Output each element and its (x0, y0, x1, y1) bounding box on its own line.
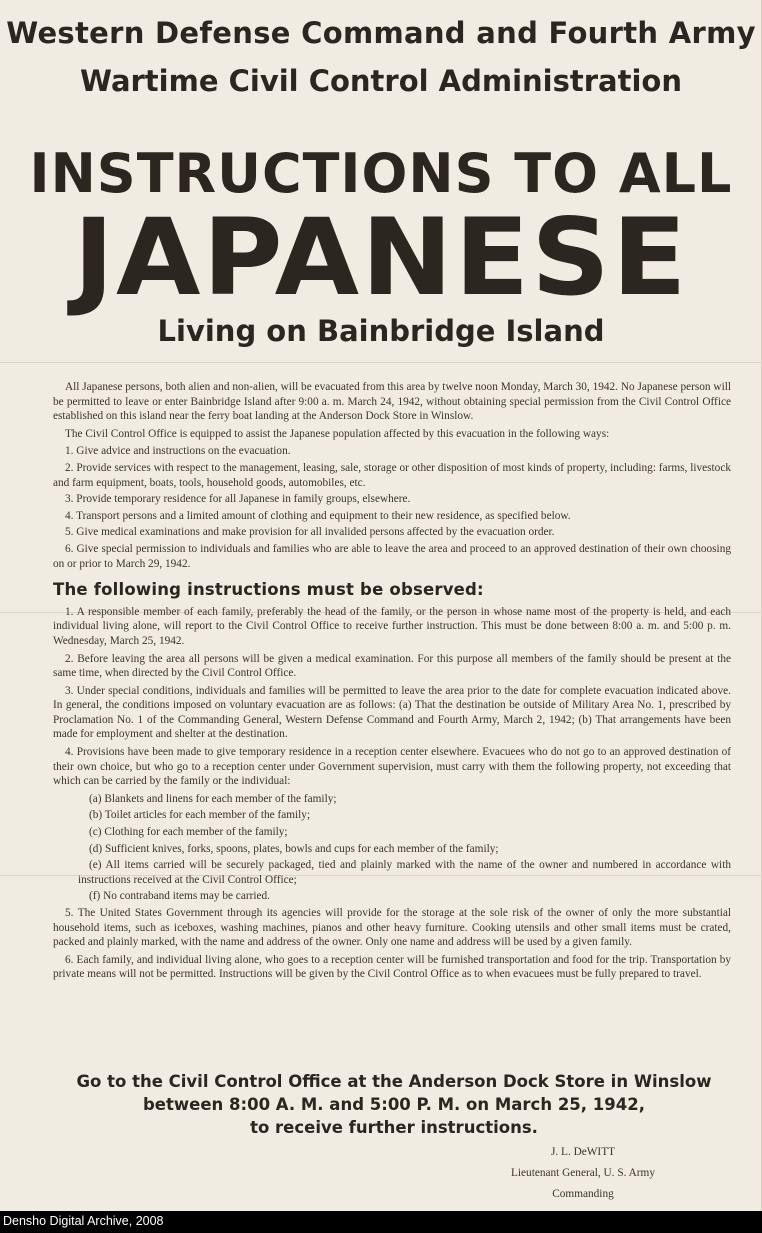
title-japanese: JAPANESE (73, 196, 689, 319)
footer-directions (0, 1070, 762, 1139)
title-line-1: INSTRUCTIONS TO ALL (29, 142, 733, 205)
footer-line-3: to receive further instructions. (250, 1118, 538, 1137)
title-subtitle: Living on Bainbridge Island (157, 314, 605, 348)
service-item: 2. Provide services with respect to the management, leasing, sale, storage or other disposition of most kinds of property, including: farms, livestock and farm equipment, boats, tools, household goods, automobiles, etc. (53, 461, 731, 489)
footer-line-1: Go to the Civil Control Office at the Anderson Dock Store in Winslow (76, 1072, 712, 1091)
instruction-item: 3. Under special conditions, individuals and families will be permitted to leave the area prior to the date for complete evacuation indicated above. In general, the conditions imposed on voluntary evacuation are as follows: (a) That the destination be outside of Military Area No. 1, prescribed by Proclamation No. 1 of the Commanding General, Western Defense Command and Fourth Army, March 2, 1942; (b) That arrangements have been made for employment and shelter at the destination. (53, 684, 731, 741)
instructions-heading: The following instructions must be observed: (53, 580, 484, 600)
property-item: (f) No contraband items may be carried. (89, 890, 270, 903)
signature-rank: Lieutenant General, U. S. Army (511, 1167, 655, 1179)
property-item: (c) Clothing for each member of the family; (89, 826, 288, 839)
signature-role: Commanding (552, 1188, 614, 1200)
instruction-item: 6. Each family, and individual living alone, who goes to a reception center will be furnished transportation and food for the trip. Transportation by private means will not be permitted. Instructions will be given by the Civil Control Office as to when evacuees must be fully prepared to travel. (53, 953, 731, 981)
instruction-item: 4. Provisions have been made to give temporary residence in a reception center elsewhere. Evacuees who do not go to an approved destination of their own choice, but who go to a reception center under Government supervision, must carry with them the following property, not exceeding that which can be carried by the family or the individual: (53, 746, 731, 788)
property-item: (d) Sufficient knives, forks, spoons, plates, bowls and cups for each member of the family; (89, 842, 499, 855)
archive-caption: Densho Digital Archive, 2008 (3, 1214, 164, 1228)
service-item: 3. Provide temporary residence for all Japanese in family groups, elsewhere. (65, 493, 411, 506)
archive-caption-bar (0, 1211, 762, 1233)
header-line-1: Western Defense Command and Fourth Army (6, 16, 756, 50)
signature-name: J. L. DeWITT (551, 1146, 615, 1158)
fold-line (0, 362, 762, 363)
instruction-item: 1. A responsible member of each family, preferably the head of the family, or the person in whose name most of the property is held, and each individual living alone, will report to the Civil Control Office to receive further instruction. This must be done between 8:00 a. m. and 5:00 p. m. Wednesday, March 25, 1942. (53, 605, 731, 647)
service-item: 5. Give medical examinations and make provision for all invalided persons affected by the evacuation order. (65, 526, 555, 539)
intro-paragraph: The Civil Control Office is equipped to assist the Japanese population affected by this evacuation in the following ways: (65, 427, 610, 440)
property-item: (b) Toilet articles for each member of the family; (89, 809, 311, 822)
signature-block (478, 1142, 688, 1205)
property-item: (e) All items carried will be securely packaged, tied and plainly marked with the name of the owner and numbered in accordance with instructions received at the Civil Control Office; (78, 859, 731, 886)
instruction-item: 5. The United States Government through its agencies will provide for the storage at the sole risk of the owner of only the more substantial household items, such as iceboxes, washing machines, pianos and other heavy furniture. Cooking utensils and other small items must be crated, packed and plainly marked, with the name and address of the owner. Only one name and address will be used by a given family. (53, 907, 731, 949)
footer-line-2: between 8:00 A. M. and 5:00 P. M. on March 25, 1942, (143, 1095, 645, 1114)
intro-paragraph: All Japanese persons, both alien and non-alien, will be evacuated from this area by twelve noon Monday, March 30, 1942. No Japanese person will be permitted to leave or enter Bainbridge Island after 9:00 a. m. March 24, 1942, without obtaining special permission from the Civil Control Office established on this island near the ferry boat landing at the Anderson Dock Store in Winslow. (53, 381, 731, 423)
instruction-item: 2. Before leaving the area all persons will be given a medical examination. For this purpose all members of the family should be present at the same time, when directed by the Civil Control Office. (53, 652, 731, 680)
notice-body (53, 380, 731, 985)
service-item: 6. Give special permission to individuals and families who are able to leave the area and proceed to an approved destination of their own choosing on or prior to March 29, 1942. (53, 542, 731, 570)
header-line-2: Wartime Civil Control Administration (79, 64, 682, 98)
service-item: 1. Give advice and instructions on the evacuation. (65, 445, 291, 458)
property-item: (a) Blankets and linens for each member of the family; (89, 792, 337, 805)
service-item: 4. Transport persons and a limited amount of clothing and equipment to their new residence, as specified below. (65, 509, 571, 522)
